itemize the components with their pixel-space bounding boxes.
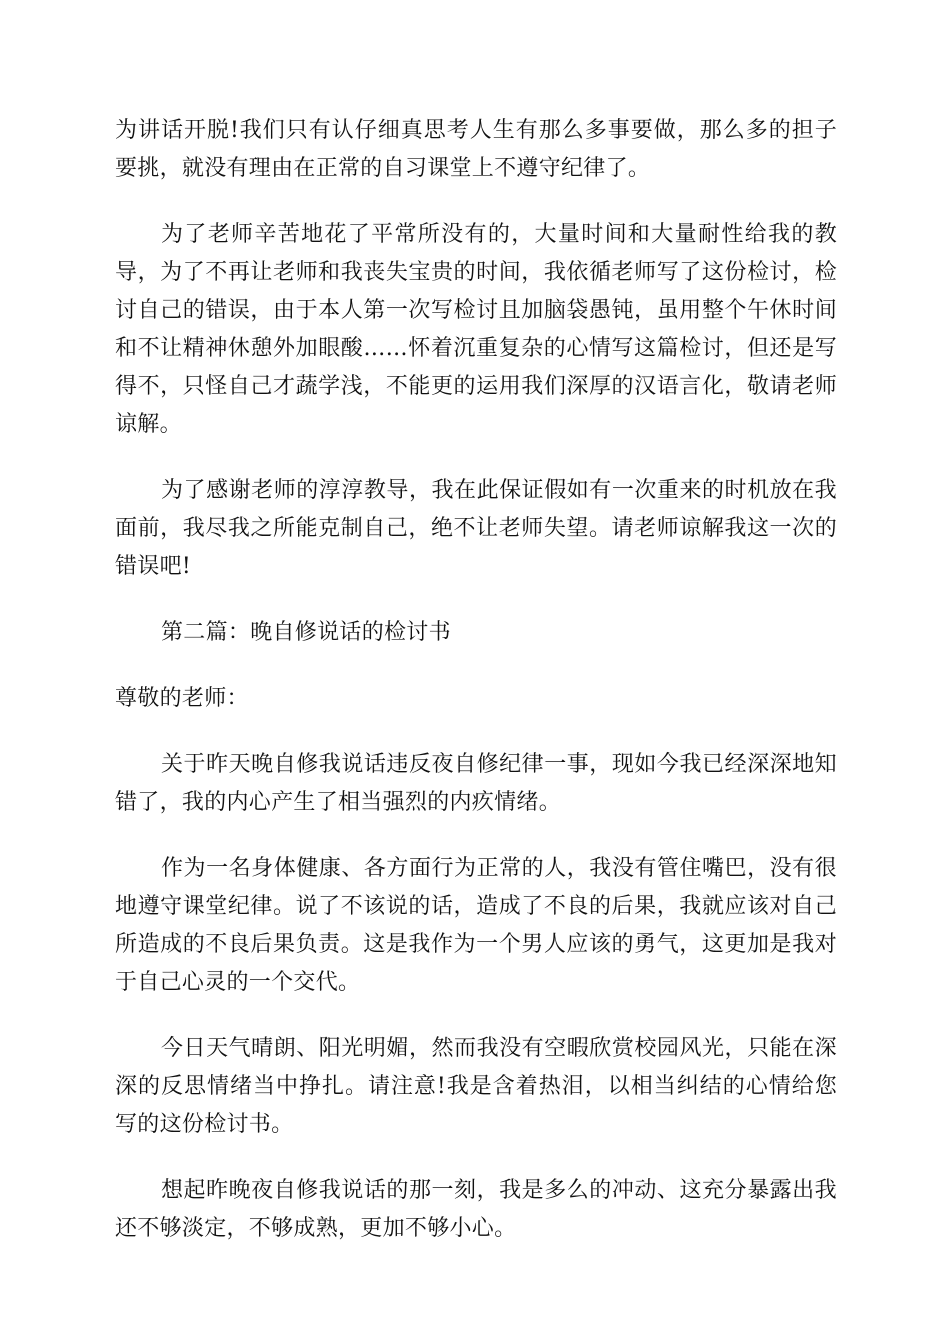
paragraph-7: 作为一名身体健康、各方面行为正常的人，我没有管住嘴巴，没有很地遵守课堂纪律。说了不该说的话，造成了不良的后果，我就应该对自己所造成的不良后果负责。这是我作为一个男人应该的勇气，这更加是我对于自己心灵的一个交代。 [115, 856, 837, 995]
salutation: 尊敬的老师： [115, 686, 249, 711]
paragraph-8: 今日天气晴朗、阳光明媚，然而我没有空暇欣赏校园风光，只能在深深的反思情绪当中挣扎。请注意!我是含着热泪，以相当纠结的心情给您写的这份检讨书。 [115, 1036, 837, 1137]
document-body [115, 112, 837, 1276]
paragraph-9: 想起昨晚夜自修我说话的那一刻，我是多么的冲动、这充分暴露出我还不够淡定，不够成熟，更加不够小心。 [115, 1178, 837, 1241]
paragraph-1: 为讲话开脱!我们只有认仔细真思考人生有那么多事要做，那么多的担子要挑，就没有理由在正常的自习课堂上不遵守纪律了。 [115, 118, 837, 181]
section-heading: 第二篇：晚自修说话的检讨书 [161, 620, 451, 645]
paragraph-6: 关于昨天晚自修我说话违反夜自修纪律一事，现如今我已经深深地知错了，我的内心产生了相当强烈的内疚情绪。 [115, 752, 837, 815]
paragraph-3: 为了感谢老师的淳淳教导，我在此保证假如有一次重来的时机放在我面前，我尽我之所能克制自己，绝不让老师失望。请老师谅解我这一次的错误吧! [115, 478, 837, 579]
paragraph-2: 为了老师辛苦地花了平常所没有的，大量时间和大量耐性给我的教导，为了不再让老师和我丧失宝贵的时间，我依循老师写了这份检讨，检讨自己的错误，由于本人第一次写检讨且加脑袋愚钝，虽用整个午休时间和不让精神休憩外加眼酸……怀着沉重复杂的心情写这篇检讨，但还是写得不，只怪自己才蔬学浅，不能更的运用我们深厚的汉语言化，敬请老师谅解。 [115, 222, 837, 437]
